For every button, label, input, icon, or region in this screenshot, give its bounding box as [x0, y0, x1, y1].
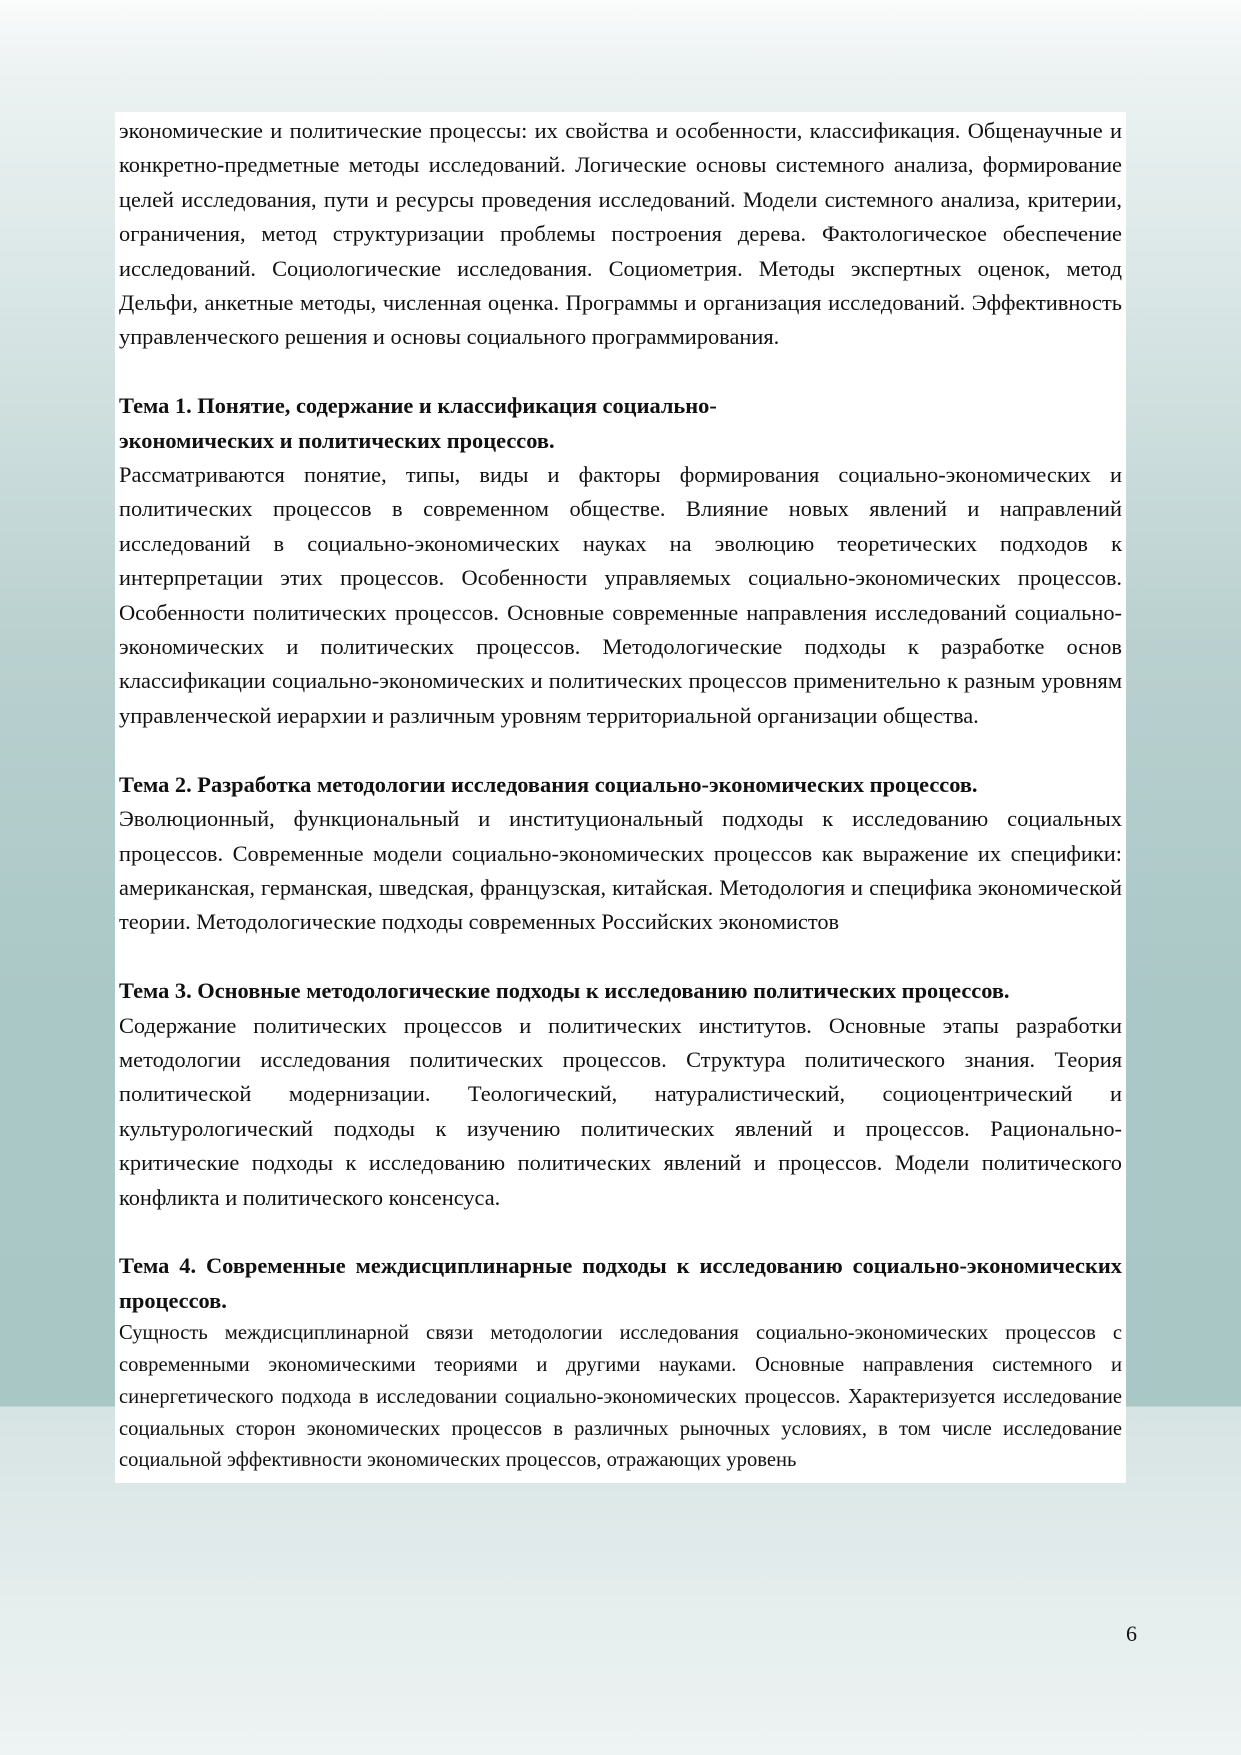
- spacer: [119, 940, 1122, 974]
- topic-1-title-line-2: экономических и политических процессов.: [119, 427, 555, 453]
- page-number: 6: [1126, 1621, 1137, 1646]
- topic-1-title-line-1: Тема 1. Понятие, содержание и классификация социально-: [119, 393, 717, 419]
- spacer: [119, 355, 1122, 389]
- topic-3-title: Тема 3. Основные методологические подходы к исследованию политических процессов.: [119, 978, 1010, 1004]
- topic-4-body: Сущность междисциплинарной связи методологии исследования социально-экономических процессов с современными экономическими теориями и другими науками. Основные направления системного и синергетического подхода в исследовании социально-экономических процессов. Характеризуется исследование социальных сторон экономических процессов в различных рыночных условиях, в том числе исследование социальной эффективности экономических процессов, отражающих уровень: [119, 1322, 1122, 1472]
- topic-4-title: Тема 4. Современные междисциплинарные подходы к исследованию социально-экономических процессов.: [119, 1253, 1122, 1313]
- topic-1-body: Рассматриваются понятие, типы, виды и факторы формирования социально-экономических и политических процессов в современном обществе. Влияние новых явлений и направлений исследований в социально-экономических науках на эволюцию теоретических подходов к интерпретации этих процессов. Особенности управляемых социально-экономических процессов. Особенности политических процессов. Основные современные направления исследований социально-экономических и политических процессов. Методологические подходы к разработке основ классификации социально-экономических и политических процессов применительно к разным уровням управленческой иерархии и различным уровням территориальной организации общества.: [119, 462, 1122, 728]
- spacer: [119, 1215, 1122, 1249]
- topic-3-body: Содержание политических процессов и политических институтов. Основные этапы разработки методологии исследования политических процессов. Структура политического знания. Теория политической модернизации. Теологический, натуралистический, социоцентрический и культурологический подходы к изучению политических явлений и процессов. Рационально-критические подходы к исследованию политических явлений и процессов. Модели политического конфликта и политического консенсуса.: [119, 1012, 1122, 1210]
- spacer: [119, 733, 1122, 767]
- document-text-block: [115, 112, 1126, 1483]
- intro-paragraph: экономические и политические процессы: их свойства и особенности, классификация. Общенаучные и конкретно-предметные методы исследований. Логические основы системного анализа, формирование целей исследования, пути и ресурсы проведения исследований. Модели системного анализа, критерии, ограничения, метод структуризации проблемы построения дерева. Фактологическое обеспечение исследований. Социологические исследования. Социометрия. Методы экспертных оценок, метод Дельфи, анкетные методы, численная оценка. Программы и организация исследований. Эффективность управленческого решения и основы социального программирования.: [119, 118, 1122, 350]
- topic-2-body: Эволюционный, функциональный и институциональный подходы к исследованию социальных процессов. Современные модели социально-экономических процессов как выражение их специфики: американская, германская, шведская, французская, китайская. Методология и специфика экономической теории. Методологические подходы современных Российских экономистов: [119, 806, 1122, 935]
- topic-2-title: Тема 2. Разработка методологии исследования социально-экономических процессов.: [119, 771, 978, 797]
